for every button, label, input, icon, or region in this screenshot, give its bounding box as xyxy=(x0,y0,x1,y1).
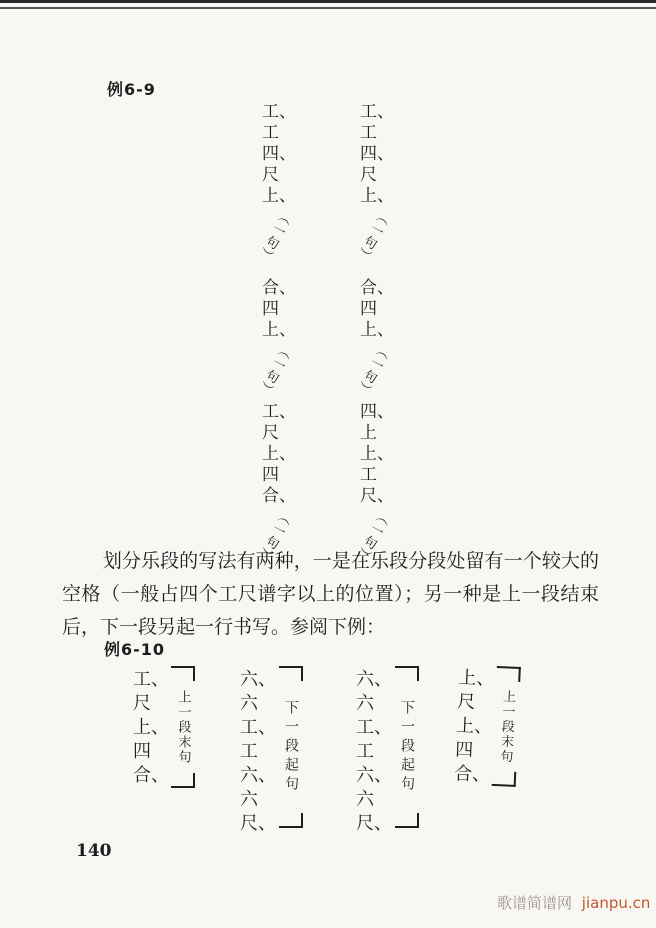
gongche-char: 工 xyxy=(240,741,258,762)
gongche-char: 六 xyxy=(356,693,374,714)
section-annotation: 下一段起句 xyxy=(399,699,415,795)
gongche-char: 六、 xyxy=(356,765,392,786)
corner-bracket-bottom-icon xyxy=(492,771,517,787)
ex69-block1-col2 xyxy=(352,102,418,264)
example-6-10-label: 例6-10 xyxy=(104,640,166,659)
corner-bracket-top-icon xyxy=(395,666,419,681)
gongche-char: 六、 xyxy=(240,765,276,786)
gongche-char: 尺、 xyxy=(356,813,392,834)
gongche-char: 四 xyxy=(360,299,377,319)
gongche-char: 工、 xyxy=(356,717,392,738)
gongche-char: 四 xyxy=(133,741,151,762)
corner-bracket-top-icon xyxy=(279,666,303,681)
corner-bracket-bottom-icon xyxy=(279,813,303,828)
ex69-block2-col1 xyxy=(254,278,320,398)
gongche-char: 四、 xyxy=(360,402,394,422)
gongche-char: 上、 xyxy=(360,320,394,340)
phrase-mark-annotation: （一句） xyxy=(352,207,392,264)
gongche-char: 上、 xyxy=(262,320,296,340)
gongche-char: 四、 xyxy=(262,144,296,164)
gongche-char: 四、 xyxy=(360,144,394,164)
gongche-char: 尺、 xyxy=(240,813,276,834)
ex610-group1-bracket xyxy=(171,666,195,788)
phrase-mark-annotation: （一句） xyxy=(254,207,294,264)
ex69-block1-col1 xyxy=(254,102,320,264)
gongche-char: 上、 xyxy=(360,186,394,206)
section-annotation: 下一段起句 xyxy=(283,699,299,795)
ex69-block3-col1 xyxy=(254,402,320,564)
gongche-char: 工、 xyxy=(262,402,296,422)
section-annotation: 上一段末句 xyxy=(497,688,516,765)
gongche-char: 合、 xyxy=(360,278,394,298)
watermark-site-name: 歌谱简谱网 xyxy=(497,894,573,912)
gongche-char: 六 xyxy=(240,789,258,810)
gongche-char: 六 xyxy=(240,693,258,714)
ex610-group3-bracket xyxy=(395,666,419,828)
watermark-site-url: jianpu.cn xyxy=(581,894,651,912)
page-number: 140 xyxy=(76,841,112,861)
gongche-char: 工 xyxy=(262,123,279,143)
gongche-char: 六 xyxy=(356,789,374,810)
gongche-char: 工 xyxy=(356,741,374,762)
ex610-group4-bracket xyxy=(492,666,521,787)
corner-bracket-top-icon xyxy=(496,666,521,682)
phrase-mark-annotation: （一句） xyxy=(352,341,392,398)
body-paragraph: 划分乐段的写法有两种，一是在乐段分段处留有一个较大的空格（一般占四个工尺谱字以上的位置）；另一种是上一段结束后，下一段另起一行书写。参阅下例： xyxy=(62,550,599,638)
phrase-mark-annotation: （一句） xyxy=(254,341,294,398)
corner-bracket-top-icon xyxy=(171,666,195,681)
gongche-char: 工 xyxy=(360,465,377,485)
gongche-char: 合、 xyxy=(262,486,296,506)
gongche-char: 合、 xyxy=(453,763,491,786)
ex69-block3-col2 xyxy=(352,402,418,564)
gongche-char: 工、 xyxy=(262,102,296,122)
gongche-char: 工、 xyxy=(360,102,394,122)
corner-bracket-bottom-icon xyxy=(395,813,419,828)
gongche-char: 工 xyxy=(360,123,377,143)
gongche-char: 工、 xyxy=(133,669,169,690)
watermark xyxy=(497,892,650,913)
gongche-char: 上、 xyxy=(133,717,169,738)
ex69-block2-col2 xyxy=(352,278,418,398)
gongche-char: 尺 xyxy=(133,693,151,714)
gongche-char: 六、 xyxy=(356,669,392,690)
gongche-char: 六、 xyxy=(240,669,276,690)
ex610-group2-bracket xyxy=(279,666,303,828)
gongche-char: 四 xyxy=(262,299,279,319)
gongche-char: 四 xyxy=(262,465,279,485)
example-6-9-label: 例6-9 xyxy=(107,80,156,99)
page-top-rule-thin xyxy=(0,7,656,9)
gongche-char: 尺 xyxy=(262,165,279,185)
gongche-char: 合、 xyxy=(133,765,169,786)
gongche-char: 上、 xyxy=(262,444,296,464)
section-annotation: 上一段末句 xyxy=(175,689,191,765)
gongche-char: 尺、 xyxy=(360,486,394,506)
phrase-mark-annotation: （一句） xyxy=(352,507,392,564)
gongche-char: 上、 xyxy=(457,667,495,690)
gongche-char: 上 xyxy=(360,423,377,443)
ex610-group4 xyxy=(449,662,543,802)
gongche-char: 四 xyxy=(454,739,474,762)
gongche-char: 尺 xyxy=(360,165,377,185)
gongche-char: 尺 xyxy=(262,423,279,443)
corner-bracket-bottom-icon xyxy=(171,773,195,788)
phrase-mark-annotation: （一句） xyxy=(254,507,294,564)
gongche-char: 工、 xyxy=(240,717,276,738)
gongche-char: 上、 xyxy=(360,444,394,464)
gongche-char: 尺 xyxy=(456,691,476,714)
gongche-char: 合、 xyxy=(262,278,296,298)
gongche-char: 上、 xyxy=(262,186,296,206)
gongche-char: 上、 xyxy=(455,715,493,738)
page-top-rule-thick xyxy=(0,0,656,3)
